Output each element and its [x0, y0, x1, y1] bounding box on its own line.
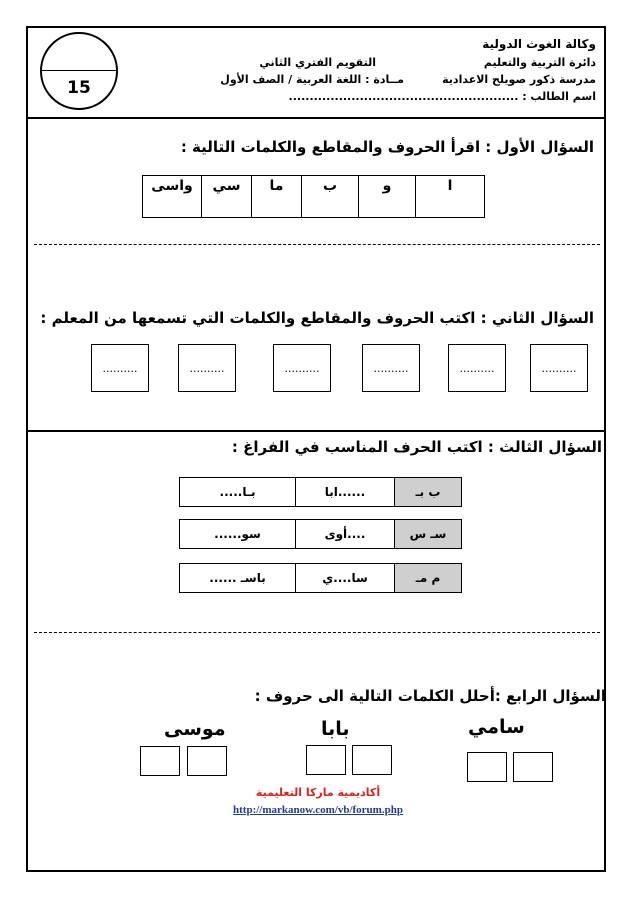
q3-row	[179, 519, 462, 549]
q2-answer-box[interactable]: ..........	[530, 344, 588, 392]
score-divider	[42, 70, 116, 71]
header-divider	[28, 117, 604, 119]
subject-line: مــادة : اللغة العربية / الصف الأول	[220, 73, 404, 86]
q1-cell: ا	[415, 175, 485, 218]
academy-name: أكاديمية ماركا التعليمية	[255, 786, 381, 799]
q1-dashed-divider	[34, 244, 600, 245]
score-circle	[40, 32, 118, 110]
q3-blank-cell[interactable]: سو......	[179, 519, 295, 549]
q4-word-sami: سامي	[468, 716, 525, 738]
q3-dashed-divider	[34, 632, 600, 633]
q1-cell: ما	[251, 175, 301, 218]
q4-word-baba: بابا	[321, 718, 350, 740]
score-value: 15	[67, 78, 91, 98]
q3-blank-cell[interactable]: بـا.....	[179, 477, 295, 507]
q4-letter-box[interactable]	[306, 745, 346, 775]
q1-table	[142, 175, 485, 218]
q3-blank-cell[interactable]: ....أوى	[295, 519, 394, 549]
q3-blank-cell[interactable]: باسـ ......	[179, 563, 295, 593]
q4-letter-box[interactable]	[467, 752, 507, 782]
q3-blank-cell[interactable]: ......ابا	[295, 477, 394, 507]
q1-cell: و	[358, 175, 415, 218]
department-name: دائرة التربية والتعليم	[483, 56, 596, 69]
q1-cell: سي	[201, 175, 251, 218]
q4-letter-box[interactable]	[352, 745, 392, 775]
q3-row	[179, 477, 462, 507]
q4-letter-box[interactable]	[513, 752, 553, 782]
q4-title: السؤال الرابع :أحلل الكلمات التالية الى حروف :	[254, 687, 606, 705]
q2-answer-box[interactable]: ..........	[362, 344, 420, 392]
q3-blank-cell[interactable]: سا....ي	[295, 563, 394, 593]
q2-answer-box[interactable]: ..........	[91, 344, 149, 392]
agency-name: وكالة الغوث الدولية	[482, 37, 596, 51]
student-name-field: اسم الطالب : .......................................................	[288, 90, 596, 103]
q2-answer-box[interactable]: ..........	[448, 344, 506, 392]
q1-cell: ب	[301, 175, 358, 218]
q2-answer-box[interactable]: ..........	[273, 344, 331, 392]
q2-title: السؤال الثاني : اكتب الحروف والمقاطع والكلمات التي تسمعها من المعلم :	[40, 309, 594, 327]
q3-letters-cell: ب بـ	[394, 477, 462, 507]
q4-letter-box[interactable]	[140, 746, 180, 776]
q1-cell: واسى	[142, 175, 201, 218]
q4-letter-box[interactable]	[187, 746, 227, 776]
q3-row	[179, 563, 462, 593]
q2-answer-box[interactable]: ..........	[178, 344, 236, 392]
q2-divider	[28, 430, 604, 432]
q3-letters-cell: م مـ	[394, 563, 462, 593]
q1-title: السؤال الأول : اقرأ الحروف والمقاطع والكلمات التالية :	[180, 138, 594, 156]
exam-title: التقويم الفتري الثاني	[259, 56, 376, 69]
school-name: مدرسة ذكور صويلح الاعدادية	[442, 73, 596, 86]
q3-title: السؤال الثالث : اكتب الحرف المناسب في الفراغ :	[231, 438, 602, 456]
forum-link[interactable]: http://markanow.com/vb/forum.php	[233, 804, 403, 816]
q3-letters-cell: سـ س	[394, 519, 462, 549]
q4-word-musa: موسى	[164, 718, 226, 740]
